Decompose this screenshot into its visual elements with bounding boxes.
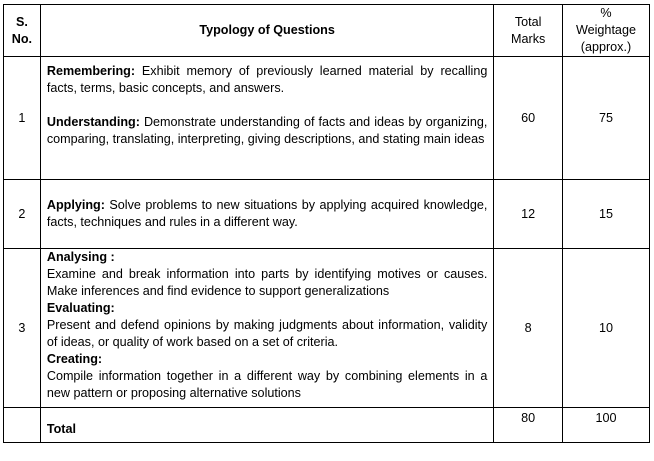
typology-description <box>40 249 494 408</box>
typology-description <box>40 57 494 180</box>
serial-number: 1 <box>4 57 41 180</box>
question-typology-table <box>3 4 650 443</box>
weightage: 10 <box>562 249 649 408</box>
total-marks: 12 <box>494 180 563 249</box>
typology-term: Evaluating: <box>46 301 115 315</box>
typology-term: Applying: <box>46 198 105 212</box>
header-marks-line1: Total <box>514 14 542 29</box>
header-weight-line2: Weightage <box>575 23 636 37</box>
header-weightage <box>562 5 649 57</box>
typology-item <box>47 197 488 231</box>
header-typology: Typology of Questions <box>40 5 494 57</box>
header-weight-line3: (approx.) <box>580 40 632 54</box>
table-row <box>4 57 650 180</box>
typology-text: Solve problems to new situations by applying acquired knowledge, facts, techniques and rules in a different way. <box>46 198 488 229</box>
total-marks: 8 <box>494 249 563 408</box>
typology-item <box>47 114 488 148</box>
header-serial-number <box>4 5 41 57</box>
total-weightage-sum: 100 <box>562 408 649 443</box>
typology-description <box>40 180 494 249</box>
header-marks-line2: Marks <box>511 31 546 46</box>
total-marks: 60 <box>494 57 563 180</box>
header-sno-line2: No. <box>11 31 33 46</box>
header-weight-line1: % <box>600 6 612 20</box>
serial-number: 3 <box>4 249 41 408</box>
document <box>3 4 650 443</box>
weightage: 15 <box>562 180 649 249</box>
typology-text: Demonstrate understanding of facts and ideas by organizing, comparing, translating, interpreting, giving descriptions, and stating main ideas <box>46 115 488 146</box>
typology-term: Remembering: <box>46 64 136 78</box>
header-sno-line1: S. <box>15 14 28 29</box>
typology-text: Compile information together in a different way by combining elements in a new pattern or proposing alternative solutions <box>46 369 488 400</box>
typology-term: Understanding: <box>46 115 140 129</box>
typology-text: Examine and break information into parts by identifying motives or causes. Make inferences and find evidence to support generalizations <box>46 267 488 298</box>
table-row <box>4 180 650 249</box>
table-row <box>4 249 650 408</box>
weightage: 75 <box>562 57 649 180</box>
table-header-row <box>4 5 650 57</box>
total-serial-empty <box>4 408 41 443</box>
typology-term: Creating: <box>46 352 103 366</box>
typology-term: Analysing : <box>46 250 115 264</box>
total-marks-sum: 80 <box>494 408 563 443</box>
total-label: Total <box>40 408 494 443</box>
typology-text: Exhibit memory of previously learned material by recalling facts, terms, basic concepts, and answers. <box>46 64 488 95</box>
typology-text: Present and defend opinions by making judgments about information, validity of ideas, or quality of work based on a set of criteria. <box>46 318 488 349</box>
total-row <box>4 408 650 443</box>
typology-item <box>47 63 488 97</box>
serial-number: 2 <box>4 180 41 249</box>
header-total-marks <box>494 5 563 57</box>
